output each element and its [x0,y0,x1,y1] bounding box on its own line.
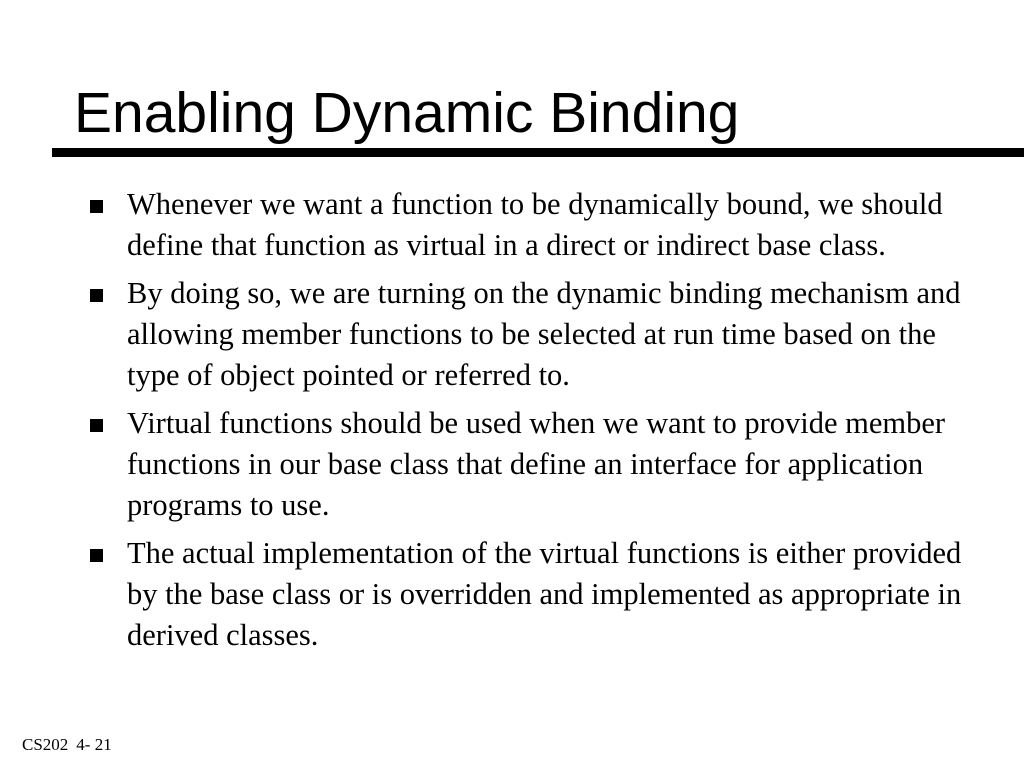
bullet-text: The actual implementation of the virtual functions is either provided by the base class or is overridden and implemented as appropriate in derived classes. [127,536,962,652]
bullet-item [88,184,968,266]
bullet-text: By doing so, we are turning on the dynamic binding mechanism and allowing member functions to be selected at run time based on the type of object pointed or referred to. [127,276,961,392]
square-bullet-icon [90,289,103,302]
bullet-item [88,273,968,396]
slide-footer [22,735,112,755]
bullet-list [88,184,968,663]
bullet-item [88,533,968,656]
bullet-item [88,403,968,526]
square-bullet-icon [90,549,103,562]
course-code: CS202 [22,735,69,754]
square-bullet-icon [90,200,103,213]
page-number: 4- 21 [76,735,112,754]
square-bullet-icon [90,419,103,432]
bullet-text: Virtual functions should be used when we want to provide member functions in our base class that define an interface for application programs to use. [127,406,946,522]
slide-title: Enabling Dynamic Binding [74,81,740,145]
title-underline-rule [52,148,1024,157]
bullet-text: Whenever we want a function to be dynamically bound, we should define that function as virtual in a direct or indirect base class. [127,187,943,262]
